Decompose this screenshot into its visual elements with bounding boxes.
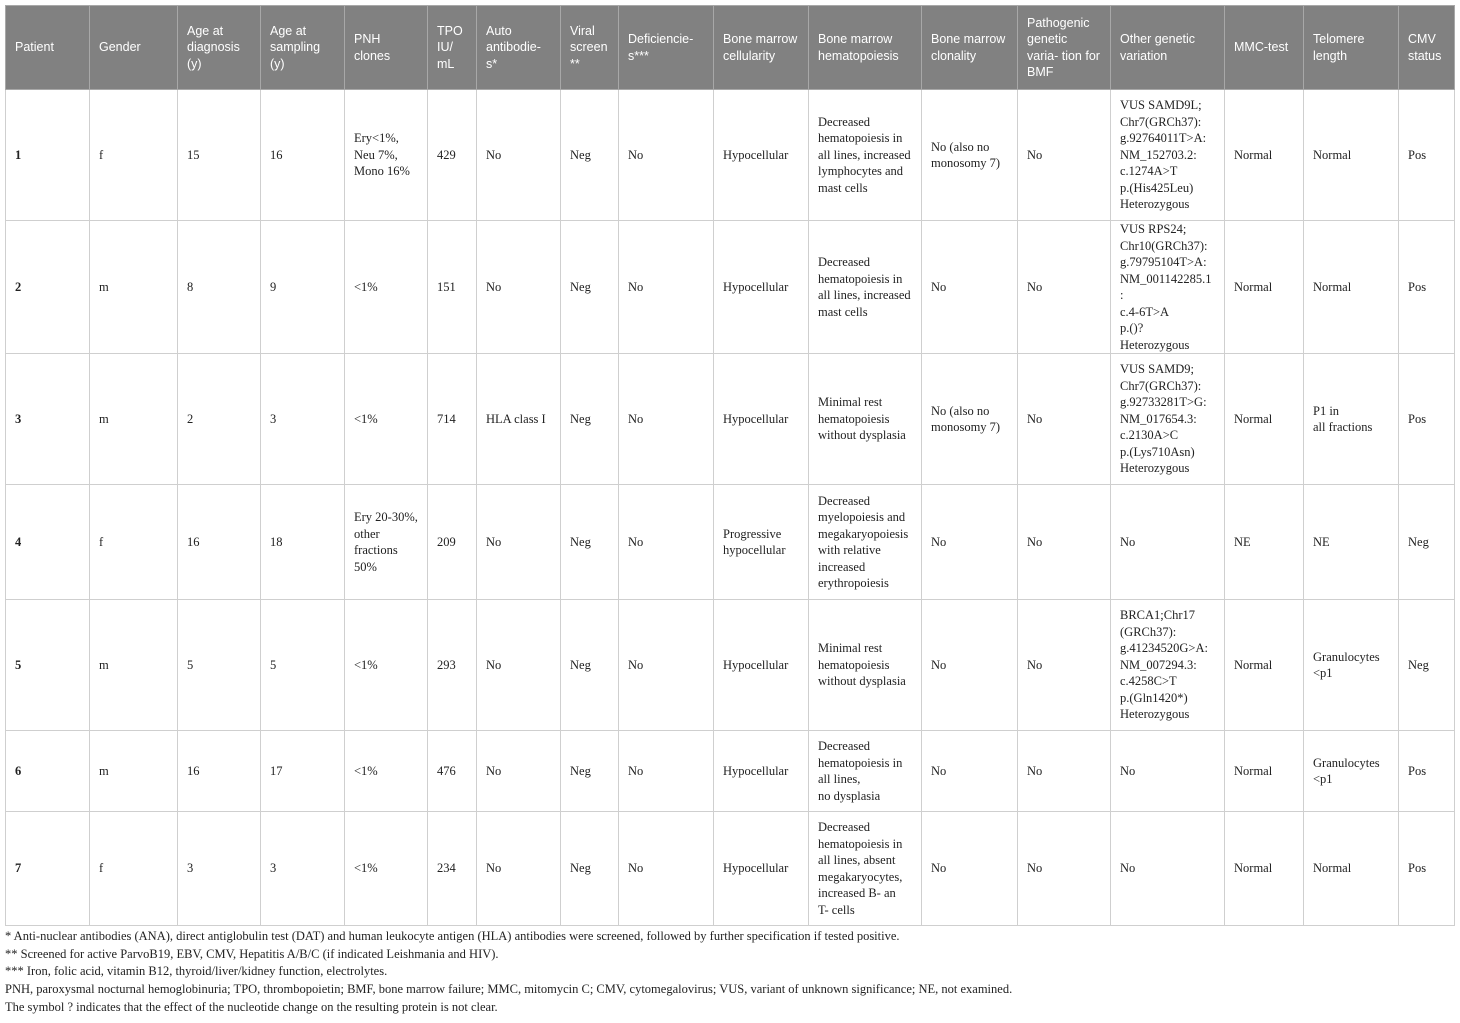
- cell-pathogenic-variation: No: [1018, 90, 1111, 221]
- cell-age-sampling: 3: [261, 812, 345, 926]
- cell-age-diagnosis: 8: [178, 221, 261, 354]
- table-row: [6, 485, 1455, 600]
- cell-pathogenic-variation: No: [1018, 485, 1111, 600]
- header-age-at-diagnosis: Age at diagnosis (y): [178, 6, 261, 90]
- cell-viral-screen: Neg: [561, 731, 619, 812]
- cell-bm-hematopoiesis: Minimal rest hematopoiesis without dysplasia: [809, 354, 922, 485]
- cell-bm-clonality: No: [922, 485, 1018, 600]
- cell-other-variation: VUS SAMD9; Chr7(GRCh37): g.92733281T>G: NM_017654.3: c.2130A>C p.(Lys710Asn) Heterozygous: [1111, 354, 1225, 485]
- cell-age-sampling: 5: [261, 600, 345, 731]
- cell-viral-screen: Neg: [561, 221, 619, 354]
- header-bm-hematopoiesis: Bone marrow hematopoiesis: [809, 6, 922, 90]
- cell-pnh-clones: Ery 20-30%, other fractions 50%: [345, 485, 428, 600]
- cell-pnh-clones: Ery<1%, Neu 7%, Mono 16%: [345, 90, 428, 221]
- cell-viral-screen: Neg: [561, 485, 619, 600]
- header-mmc-test: MMC-test: [1225, 6, 1304, 90]
- cell-bm-hematopoiesis: Decreased myelopoiesis and megakaryopoiesis with relative increased erythropoiesis: [809, 485, 922, 600]
- cell-bm-clonality: No (also no monosomy 7): [922, 90, 1018, 221]
- cell-pathogenic-variation: No: [1018, 354, 1111, 485]
- cell-bm-hematopoiesis: Decreased hematopoiesis in all lines, increased mast cells: [809, 221, 922, 354]
- patient-table: [5, 5, 1455, 926]
- cell-bm-clonality: No: [922, 731, 1018, 812]
- table-footnotes: [5, 928, 1455, 1017]
- cell-cmv-status: Pos: [1399, 354, 1455, 485]
- cell-bm-cellularity: Hypocellular: [714, 600, 809, 731]
- cell-cmv-status: Pos: [1399, 731, 1455, 812]
- cell-auto-antibodies: No: [477, 485, 561, 600]
- cell-age-sampling: 16: [261, 90, 345, 221]
- cell-deficiencies: No: [619, 731, 714, 812]
- cell-patient: 1: [6, 90, 90, 221]
- cell-telomere-length: Normal: [1304, 90, 1399, 221]
- cell-telomere-length: P1 in all fractions: [1304, 354, 1399, 485]
- cell-pnh-clones: <1%: [345, 221, 428, 354]
- cell-other-variation: VUS RPS24; Chr10(GRCh37): g.79795104T>A: NM_001142285.1: c.4-6T>A p.()? Heterozygous: [1111, 221, 1225, 354]
- footnote: The symbol ? indicates that the effect of the nucleotide change on the resulting protein is not clear.: [5, 999, 498, 1014]
- cell-bm-clonality: No: [922, 600, 1018, 731]
- cell-patient: 7: [6, 812, 90, 926]
- cell-age-sampling: 3: [261, 354, 345, 485]
- cell-age-sampling: 18: [261, 485, 345, 600]
- cell-pnh-clones: <1%: [345, 600, 428, 731]
- cell-age-diagnosis: 16: [178, 485, 261, 600]
- cell-other-variation: VUS SAMD9L; Chr7(GRCh37): g.92764011T>A: NM_152703.2: c.1274A>T p.(His425Leu) Heterozygous: [1111, 90, 1225, 221]
- cell-deficiencies: No: [619, 600, 714, 731]
- cell-cmv-status: Neg: [1399, 485, 1455, 600]
- cell-auto-antibodies: HLA class I: [477, 354, 561, 485]
- cell-gender: f: [90, 485, 178, 600]
- cell-mmc-test: Normal: [1225, 354, 1304, 485]
- cell-cmv-status: Neg: [1399, 600, 1455, 731]
- cell-telomere-length: NE: [1304, 485, 1399, 600]
- cell-auto-antibodies: No: [477, 812, 561, 926]
- cell-bm-cellularity: Hypocellular: [714, 731, 809, 812]
- footnote: ** Screened for active ParvoB19, EBV, CMV, Hepatitis A/B/C (if indicated Leishmania and HIV).: [5, 946, 499, 961]
- cell-auto-antibodies: No: [477, 90, 561, 221]
- cell-gender: m: [90, 354, 178, 485]
- cell-age-diagnosis: 16: [178, 731, 261, 812]
- cell-gender: f: [90, 90, 178, 221]
- cell-mmc-test: Normal: [1225, 90, 1304, 221]
- header-tpo: TPO IU/ mL: [428, 6, 477, 90]
- cell-age-diagnosis: 15: [178, 90, 261, 221]
- cell-pathogenic-variation: No: [1018, 600, 1111, 731]
- cell-mmc-test: Normal: [1225, 221, 1304, 354]
- table-row: [6, 90, 1455, 221]
- header-auto-antibodies: Auto antibodie- s*: [477, 6, 561, 90]
- cell-pathogenic-variation: No: [1018, 812, 1111, 926]
- cell-bm-hematopoiesis: Minimal rest hematopoiesis without dysplasia: [809, 600, 922, 731]
- cell-tpo: 429: [428, 90, 477, 221]
- cell-patient: 2: [6, 221, 90, 354]
- cell-telomere-length: Granulocytes <p1: [1304, 600, 1399, 731]
- header-pathogenic-variation: Pathogenic genetic varia- tion for BMF: [1018, 6, 1111, 90]
- cell-mmc-test: Normal: [1225, 600, 1304, 731]
- cell-other-variation: BRCA1;Chr17 (GRCh37): g.41234520G>A: NM_007294.3: c.4258C>T p.(Gln1420*) Heterozygous: [1111, 600, 1225, 731]
- cell-bm-clonality: No (also no monosomy 7): [922, 354, 1018, 485]
- table-row: [6, 221, 1455, 354]
- cell-bm-hematopoiesis: Decreased hematopoiesis in all lines, increased lymphocytes and mast cells: [809, 90, 922, 221]
- cell-bm-hematopoiesis: Decreased hematopoiesis in all lines, no dysplasia: [809, 731, 922, 812]
- table-row: [6, 600, 1455, 731]
- cell-pnh-clones: <1%: [345, 354, 428, 485]
- cell-viral-screen: Neg: [561, 354, 619, 485]
- cell-patient: 3: [6, 354, 90, 485]
- cell-telomere-length: Granulocytes <p1: [1304, 731, 1399, 812]
- cell-pnh-clones: <1%: [345, 812, 428, 926]
- cell-bm-cellularity: Hypocellular: [714, 812, 809, 926]
- cell-deficiencies: No: [619, 812, 714, 926]
- cell-bm-cellularity: Progressive hypocellular: [714, 485, 809, 600]
- cell-age-sampling: 9: [261, 221, 345, 354]
- cell-auto-antibodies: No: [477, 600, 561, 731]
- cell-other-variation: No: [1111, 731, 1225, 812]
- cell-pathogenic-variation: No: [1018, 221, 1111, 354]
- cell-auto-antibodies: No: [477, 731, 561, 812]
- table-row: [6, 354, 1455, 485]
- header-deficiencies: Deficiencie- s***: [619, 6, 714, 90]
- footnote: * Anti-nuclear antibodies (ANA), direct antiglobulin test (DAT) and human leukocyte antigen (HLA) antibodies were screened, followed by further specification if tested positive.: [5, 929, 900, 943]
- header-gender: Gender: [90, 6, 178, 90]
- cell-tpo: 714: [428, 354, 477, 485]
- cell-bm-cellularity: Hypocellular: [714, 90, 809, 221]
- cell-mmc-test: Normal: [1225, 812, 1304, 926]
- cell-age-diagnosis: 3: [178, 812, 261, 926]
- cell-cmv-status: Pos: [1399, 90, 1455, 221]
- cell-telomere-length: Normal: [1304, 812, 1399, 926]
- table-container: [5, 5, 1455, 926]
- header-bm-clonality: Bone marrow clonality: [922, 6, 1018, 90]
- header-telomere-length: Telomere length: [1304, 6, 1399, 90]
- cell-bm-hematopoiesis: Decreased hematopoiesis in all lines, absent megakaryocytes, increased B- an T- cells: [809, 812, 922, 926]
- cell-viral-screen: Neg: [561, 90, 619, 221]
- table-row: [6, 731, 1455, 812]
- cell-age-diagnosis: 5: [178, 600, 261, 731]
- cell-deficiencies: No: [619, 485, 714, 600]
- cell-deficiencies: No: [619, 221, 714, 354]
- cell-tpo: 209: [428, 485, 477, 600]
- header-age-at-sampling: Age at sampling (y): [261, 6, 345, 90]
- header-patient: Patient: [6, 6, 90, 90]
- cell-telomere-length: Normal: [1304, 221, 1399, 354]
- cell-cmv-status: Pos: [1399, 812, 1455, 926]
- cell-other-variation: No: [1111, 485, 1225, 600]
- footnote: PNH, paroxysmal nocturnal hemoglobinuria; TPO, thrombopoietin; BMF, bone marrow failure; MMC, mitomycin C; CMV, cytomegalovirus; VUS, variant of unknown significance; NE, not examined.: [5, 982, 1013, 997]
- cell-gender: m: [90, 600, 178, 731]
- header-pnh-clones: PNH clones: [345, 6, 428, 90]
- cell-tpo: 293: [428, 600, 477, 731]
- cell-deficiencies: No: [619, 354, 714, 485]
- cell-tpo: 151: [428, 221, 477, 354]
- header-viral-screen: Viral screen **: [561, 6, 619, 90]
- cell-mmc-test: NE: [1225, 485, 1304, 600]
- cell-bm-clonality: No: [922, 221, 1018, 354]
- cell-viral-screen: Neg: [561, 600, 619, 731]
- cell-auto-antibodies: No: [477, 221, 561, 354]
- cell-bm-cellularity: Hypocellular: [714, 221, 809, 354]
- cell-bm-clonality: No: [922, 812, 1018, 926]
- cell-other-variation: No: [1111, 812, 1225, 926]
- cell-cmv-status: Pos: [1399, 221, 1455, 354]
- header-row: [6, 6, 1455, 90]
- cell-mmc-test: Normal: [1225, 731, 1304, 812]
- cell-deficiencies: No: [619, 90, 714, 221]
- cell-pathogenic-variation: No: [1018, 731, 1111, 812]
- header-bm-cellularity: Bone marrow cellularity: [714, 6, 809, 90]
- cell-patient: 4: [6, 485, 90, 600]
- header-other-variation: Other genetic variation: [1111, 6, 1225, 90]
- cell-gender: m: [90, 221, 178, 354]
- cell-bm-cellularity: Hypocellular: [714, 354, 809, 485]
- cell-pnh-clones: <1%: [345, 731, 428, 812]
- header-cmv-status: CMV status: [1399, 6, 1455, 90]
- cell-patient: 6: [6, 731, 90, 812]
- cell-patient: 5: [6, 600, 90, 731]
- cell-gender: m: [90, 731, 178, 812]
- cell-age-sampling: 17: [261, 731, 345, 812]
- cell-viral-screen: Neg: [561, 812, 619, 926]
- footnote: *** Iron, folic acid, vitamin B12, thyroid/liver/kidney function, electrolytes.: [5, 964, 388, 979]
- table-row: [6, 812, 1455, 926]
- cell-tpo: 476: [428, 731, 477, 812]
- cell-tpo: 234: [428, 812, 477, 926]
- cell-gender: f: [90, 812, 178, 926]
- cell-age-diagnosis: 2: [178, 354, 261, 485]
